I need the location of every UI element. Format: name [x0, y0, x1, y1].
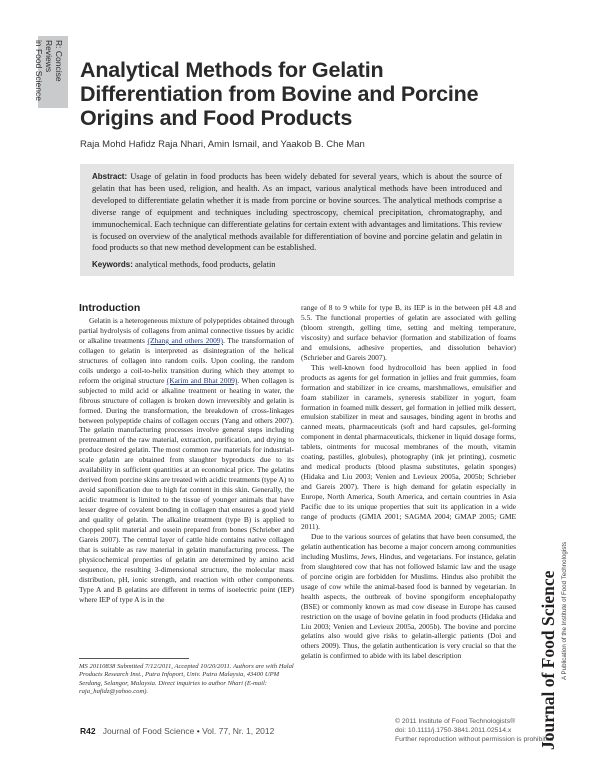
footnote: MS 20110838 Submitted 7/12/2011, Accepted 10/20/2011. Authors are with Halal Products Research Inst., Putra Infoport, Univ. Putra Malaysia, 43400 UPM Serdang, Selangor, Malaysia. Direct inquiries to author Nhari (E-mail: raja_hafidz@yahoo.com). [79, 663, 294, 696]
journal-brand-subtitle: A Publication of the Institute of Food Technologists [561, 541, 568, 680]
page-folio: R42 Journal of Food Science • Vol. 77, Nr. 1, 2012 [80, 726, 275, 736]
article-title: Analytical Methods for Gelatin Differentiation from Bovine and Porcine Origins and Food Products [80, 58, 479, 130]
abstract-label: Abstract: [92, 172, 128, 181]
citation-karim-2009[interactable]: (Karim and Bhat 2009) [166, 375, 238, 385]
journal-brand-title: Journal of Food Science [538, 570, 558, 750]
journal-name: Journal of Food Science [102, 726, 195, 736]
citation-zhang-2009[interactable]: (Zhang and others 2009) [147, 335, 223, 345]
intro-p1-text-a: Gelatin is a heterogeneous mixture of polypeptides obtained through partial hydrolysis of collagens from animal connective tissues by acidic or alkaline treatments [79, 316, 294, 345]
journal-issue: Vol. 77, Nr. 1, 2012 [202, 726, 275, 736]
intro-p1-text-b: . The transformation of collagen to gelatin is interpreted as disintegration of the helical structures of collagen into random coils. Upon cooling, the random coils undergo a coil-to-helix transition during which they attempt to reform the original structure [79, 335, 295, 385]
section-tab [34, 36, 68, 108]
page-number: R42 [80, 726, 96, 736]
intro-paragraph-1 [79, 316, 294, 605]
right-column [301, 303, 516, 661]
footnote-rule [79, 658, 189, 659]
left-column [79, 301, 294, 605]
abstract-box [80, 164, 514, 276]
section-tab-label [34, 40, 64, 104]
section-tab-line1: R: Concise Reviews [44, 40, 64, 82]
section-tab-line2: in Food Science [34, 40, 44, 101]
intro-paragraph-2: This well-known food hydrocolloid has been applied in food products as agents for gel formation in jellies and fruit gummies, foam formation and stabilizer in ice creams, marshmallows, emulsifier and foam stabilizer in caramels, syneresis stabilizer in yogurt, foam formation in foamed milk dessert, gel formation in jellied milk dessert, emulsion stabilizer in meat and sausages, binding agent in broths and canned meats, pharmaceuticals (soft and hard capsules, gel-forming component in dental pharmaceuticals, thickener in liquid dosage forms, tablets, ointments for mucosal membranes of the mouth, vitamin coating, pastilles, globules), photography (ink jet printing), cosmetic and medical products (blood plasma substitutes, gelatin sponges) (Hidaka and Liu 2003; Venien and Levieux 2005a, 2005b; Schrieber and Gareis 2007). There is high demand for gelatin especially in Europe, North America, South America, and certain countries in Asia Pacific due to its unique properties that suit its application in a wide range of products (GMIA 2001; SAGMA 2004; GMAP 2005; GME 2011). [301, 362, 516, 531]
intro-paragraph-1-cont: range of 8 to 9 while for type B, its IEP is in the between pH 4.8 and 5.5. The functional properties of gelatin are associated with gelling (bloom strength, gelling time, setting and melting temperature, viscosity) and surface behavior (formation and stabilization of foams and emulsions, adhesive properties, and dissolution behavior) (Schrieber and Gareis 2007). [301, 303, 516, 362]
journal-brand-sidebar [536, 520, 576, 750]
keywords-label: Keywords: [92, 260, 133, 270]
reproduction-notice: Further reproduction without permission is prohibited [395, 736, 554, 743]
author-list: Raja Mohd Hafidz Raja Nhari, Amin Ismail, and Yaakob B. Che Man [80, 139, 365, 150]
intro-p1-text-c: . When collagen is subjected to mild acid or alkaline treatment or heating in water, the fibrous structure of collagen is broken down irreversibly and gelatin is formed. During the transformation, the breakdown of cross-linkages between polypeptide chains of collagen occurs (Yang and others 2007). The gelatin manufacturing processes involve general steps including pretreatment of the raw material, extraction, purification, and drying to produce desired gelatin. The most common raw materials for industrial-scale gelatin are obtained from slaughter byproducts due to its availability in sufficient quantities at an economical price. The gelatins derived from porcine skins are treated with acidic treatments (type A) to avoid saponification due to high fat content in this skin. Generally, the acidic treatment is limited to the tissue of younger animals that have lesser degree of covalent bonding in collagen that ensures a good yield and quality of gelatin. The alkaline treatment (type B) is applied to chopped split material and ossein prepared from bones (Schrieber and Gareis 2007). The central layer of cattle hide contains native collagen that is suitable as raw material in gelatin manufacturing process. The physicochemical properties of gelatin are determined by amino acid sequence, the resulting 3-dimensional structure, the molecular mass distribution, pH, ionic strength, and reaction with other components. Type A and B gelatins are different in terms of isoelectric point (IEP) where IEP of type A is in the [79, 375, 294, 604]
abstract-text: Usage of gelatin in food products has been widely debated for several years, which is about the source of gelatin that has been used, religion, and health. As an impact, various analytical methods have been introduced and developed to differentiate gelatin whether it is made from porcine or bovine sources. The analytical methods comprise a diverse range of equipment and techniques including spectroscopy, chemical precipitation, chromatography, and immunochemical. Each technique can differentiate gelatins for certain extent with advantages and limitations. This review is focused on overview of the analytical methods available for differentiation of bovine and porcine gelatin and gelatin in food products so that new method development can be established. [92, 172, 503, 253]
keywords-text: analytical methods, food products, gelatin [135, 260, 276, 270]
intro-paragraph-3: Due to the various sources of gelatins that have been consumed, the gelatin authentication has become a major concern among communities including Muslims, Jews, Hindus, and vegetarians. For instance, gelatin from slaughtered cow that has not followed Islamic law and the usage of porcine origin are forbidden for Muslims. Hindus also prohibit the usage of cow while the animal-based food is banned by vegetarian. In health aspects, the outbreak of bovine spongiform encephalopathy (BSE) or commonly known as mad cow disease in Europe has caused restriction on the usage of bovine gelatin in food products (Hidaka and Liu 2003; Venien and Levieux 2005a, 2005b). The bovine and porcine gelatins also would give risks to gelatin-allergic patients (Doi and others 2009). Thus, the gelatin authentication is very crucial so that the gelatin is confirmed to abide with its label description [301, 531, 516, 661]
section-heading-introduction: Introduction [79, 302, 141, 314]
doi-line: doi: 10.1111/j.1750-3841.2011.02514.x [395, 727, 512, 734]
keywords-line [92, 259, 502, 271]
copyright-line: © 2011 Institute of Food Technologists® [395, 718, 516, 725]
